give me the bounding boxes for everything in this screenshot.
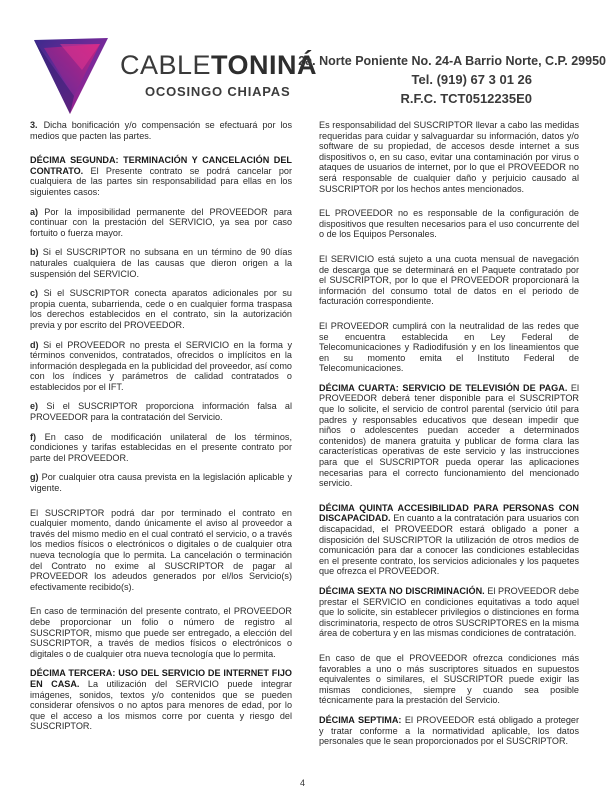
company-phone: Tel. (919) 67 3 01 26 — [411, 72, 532, 87]
case-e: e) Si el SUSCRIPTOR proporciona información falsa al PROVEEDOR para la contratación del Servicio. — [30, 401, 292, 423]
clause-heading: DÉCIMA QUINTA ACCESIBILIDAD PARA PERSONAS CON DISCAPACIDAD. — [319, 502, 579, 524]
paragraph-equal-conditions: En caso de que el PROVEEDOR ofrezca condiciones más favorables a uno o más suscriptores situados en supuestos equivalentes o similares, el SUSCRIPTOR puede exigir las mismas condiciones, siempre y cuando sea posible técnicamente para la prestación del Servicio. — [319, 652, 579, 706]
case-f: f) En caso de modificación unilateral de los términos, condiciones y tarifas establecidas en el presente contrato por parte del PROVEEDOR. — [30, 431, 292, 463]
clause-15: DÉCIMA QUINTA ACCESIBILIDAD PARA PERSONAS CON DISCAPACIDAD. En cuanto a la contratación para usuarios con discapacidad, el PROVEEDOR estará obligado a poner a disposición del SUSCRIPTOR la utilización de otros medios de comunicación para dar a conocer las condiciones establecidas en el presente contrato, los servicios adicionales y los paquetes que ofrezca el PROVEEDOR. — [319, 502, 579, 577]
clause-14: DÉCIMA CUARTA: SERVICIO DE TELEVISIÓN DE PAGA. El PROVEEDOR deberá tener disponible para el SUSCRIPTOR que lo solicite, el servicio de control parental (servicio útil para padres y responsables educativos que desean impedir que niños o adolescentes puedan acceder a determinados contenidos) de manera gratuita y publicar de forma clara las características operativas de este servicio y las instrucciones para que el SUSCRIPTOR pueda operar las aplicaciones necesarias para el correcto funcionamiento del mencionado servicio. — [319, 382, 579, 489]
letterhead — [0, 0, 612, 118]
case-a: a) Por la imposibilidad permanente del PROVEEDOR para continuar con la prestación del SERVICIO, ya sea por caso fortuito o fuerza mayor. — [30, 206, 292, 238]
left-column — [30, 120, 292, 741]
clause-16: DÉCIMA SEXTA NO DISCRIMINACIÓN. El PROVEEDOR debe prestar el SERVICIO en condiciones equitativas a todo aquel que lo solicite, sin establecer privilegios o distinciones en forma discriminatoria, respecto de otros SUSCRIPTORES en la misma área de cobertura y en las mismas condiciones de contratación. — [319, 585, 579, 639]
paragraph-responsibility: Es responsabilidad del SUSCRIPTOR llevar a cabo las medidas requeridas para cuidar y salvaguardar su información, datos y/o software de su propiedad, de accesos desde internet a sus dispositivos o, en su caso, evitar una contaminación por virus o ataques de usuarios de internet, por lo que el PROVEEDOR no será responsable de cualquier daño y perjuicio causado al SUSCRIPTOR por los hechos antes mencionados. — [319, 120, 579, 194]
paragraph-termination: El SUSCRIPTOR podrá dar por terminado el contrato en cualquier momento, dando únicamente el aviso al proveedor a través del mismo medio en el cual contrató el servicio, o a través los medios físicos o electrónicos o digitales o de cualquier otra nueva tecnología que lo permita. La cancelación o terminación del Contrato no exime al SUSCRIPTOR de pagar al PROVEEDOR los adeudos generados por el/los Servicio(s) efectivamente recibido(s). — [30, 507, 292, 592]
clause-heading: DÉCIMA CUARTA: SERVICIO DE TELEVISIÓN DE PAGA. — [319, 382, 568, 393]
clause-heading: DÉCIMA SEPTIMA: — [319, 714, 402, 725]
clause-heading: DÉCIMA SEXTA NO DISCRIMINACIÓN. — [319, 585, 485, 596]
case-b: b) Si el SUSCRIPTOR no subsana en un término de 90 días naturales cualquiera de las causas que dieron origen a la suspensión del SERVICIO. — [30, 247, 292, 279]
clause-13: DÉCIMA TERCERA: USO DEL SERVICIO DE INTERNET FIJO EN CASA. La utilización del SERVICIO puede integrar imágenes, sonidos, textos y/o contenidos que se pueden considerar ofensivos o no aptos para menores de edad, por lo que el acceso a los mismos corre por cuenta y riesgo del SUSCRIPTOR. — [30, 668, 292, 732]
paragraph-quota: El SERVICIO está sujeto a una cuota mensual de navegación de descarga que se determinará en el Paquete contratado por el SUSCRIPTOR, por lo que el PROVEEDOR proporcionará la información del consumo total de datos en el periodo de facturación correspondiente. — [319, 253, 579, 307]
company-rfc: R.F.C. TCT0512235E0 — [400, 91, 532, 106]
paragraph-folio: En caso de terminación del presente contrato, el PROVEEDOR debe proporcionar un folio o número de registro al SUSCRIPTOR, mismo que puede ser entregado, a elección del SUSCRIPTOR, a través de medios físicos o electrónicos o digitales o de cualquier otra nueva tecnología que lo permita. — [30, 606, 292, 659]
clause-12: DÉCIMA SEGUNDA: TERMINACIÓN Y CANCELACIÓN DEL CONTRATO. El Presente contrato se podrá cancelar por cualquiera de las partes sin responsabilidad para ellas en los siguientes casos: — [30, 155, 292, 197]
clause-heading: DÉCIMA TERCERA: USO DEL SERVICIO DE INTERNET FIJO EN CASA. — [30, 668, 292, 689]
brand-subtitle: OCOSINGO CHIAPAS — [145, 84, 291, 99]
clause-heading: DÉCIMA SEGUNDA: TERMINACIÓN Y CANCELACIÓN DEL CONTRATO. — [30, 155, 292, 176]
cable-tonina-logo-icon — [30, 34, 112, 116]
brand-name: CABLETONINÁ — [120, 50, 318, 80]
case-d: d) Si el PROVEEDOR no presta el SERVICIO en la forma y términos convenidos, contratados, ofrecidos o implícitos en la información desplegada en la publicidad del proveedor, así como con los índices y parámetros de calidad contratados o establecidos por el IFT. — [30, 339, 292, 392]
company-address: 2a. Norte Poniente No. 24-A Barrio Norte, C.P. 29950 — [298, 54, 606, 68]
page-number: 4 — [300, 778, 306, 788]
item-3: 3. Dicha bonificación y/o compensación se efectuará por los medios que pacten las partes. — [30, 120, 292, 141]
paragraph-neutrality: El PROVEEDOR cumplirá con la neutralidad de las redes que se encuentra establecida en Ley Federal de Telecomunicaciones y Radiodifusión y en los lineamientos que en su momento emita el Instituto Federal de Telecomunicaciones. — [319, 320, 579, 374]
case-c: c) Si el SUSCRIPTOR conecta aparatos adicionales por su propia cuenta, subarrienda, cede o en cualquier forma traspasa los derechos establecidos en el contrato, sin la autorización previa y por escrito del PROVEEDOR. — [30, 288, 292, 330]
right-column — [319, 120, 579, 756]
case-g: g) Por cualquier otra causa prevista en la legislación aplicable y vigente. — [30, 472, 292, 494]
clause-17: DÉCIMA SEPTIMA: El PROVEEDOR está obligado a proteger y tratar conforme a la normatividad aplicable, los datos personales que le sean proporcionados por el SUSCRIPTOR. — [319, 714, 579, 747]
paragraph-configuration: EL PROVEEDOR no es responsable de la configuración de dispositivos que resulten necesarios para el uso concurrente del o de los Equipos Personales. — [319, 208, 579, 240]
